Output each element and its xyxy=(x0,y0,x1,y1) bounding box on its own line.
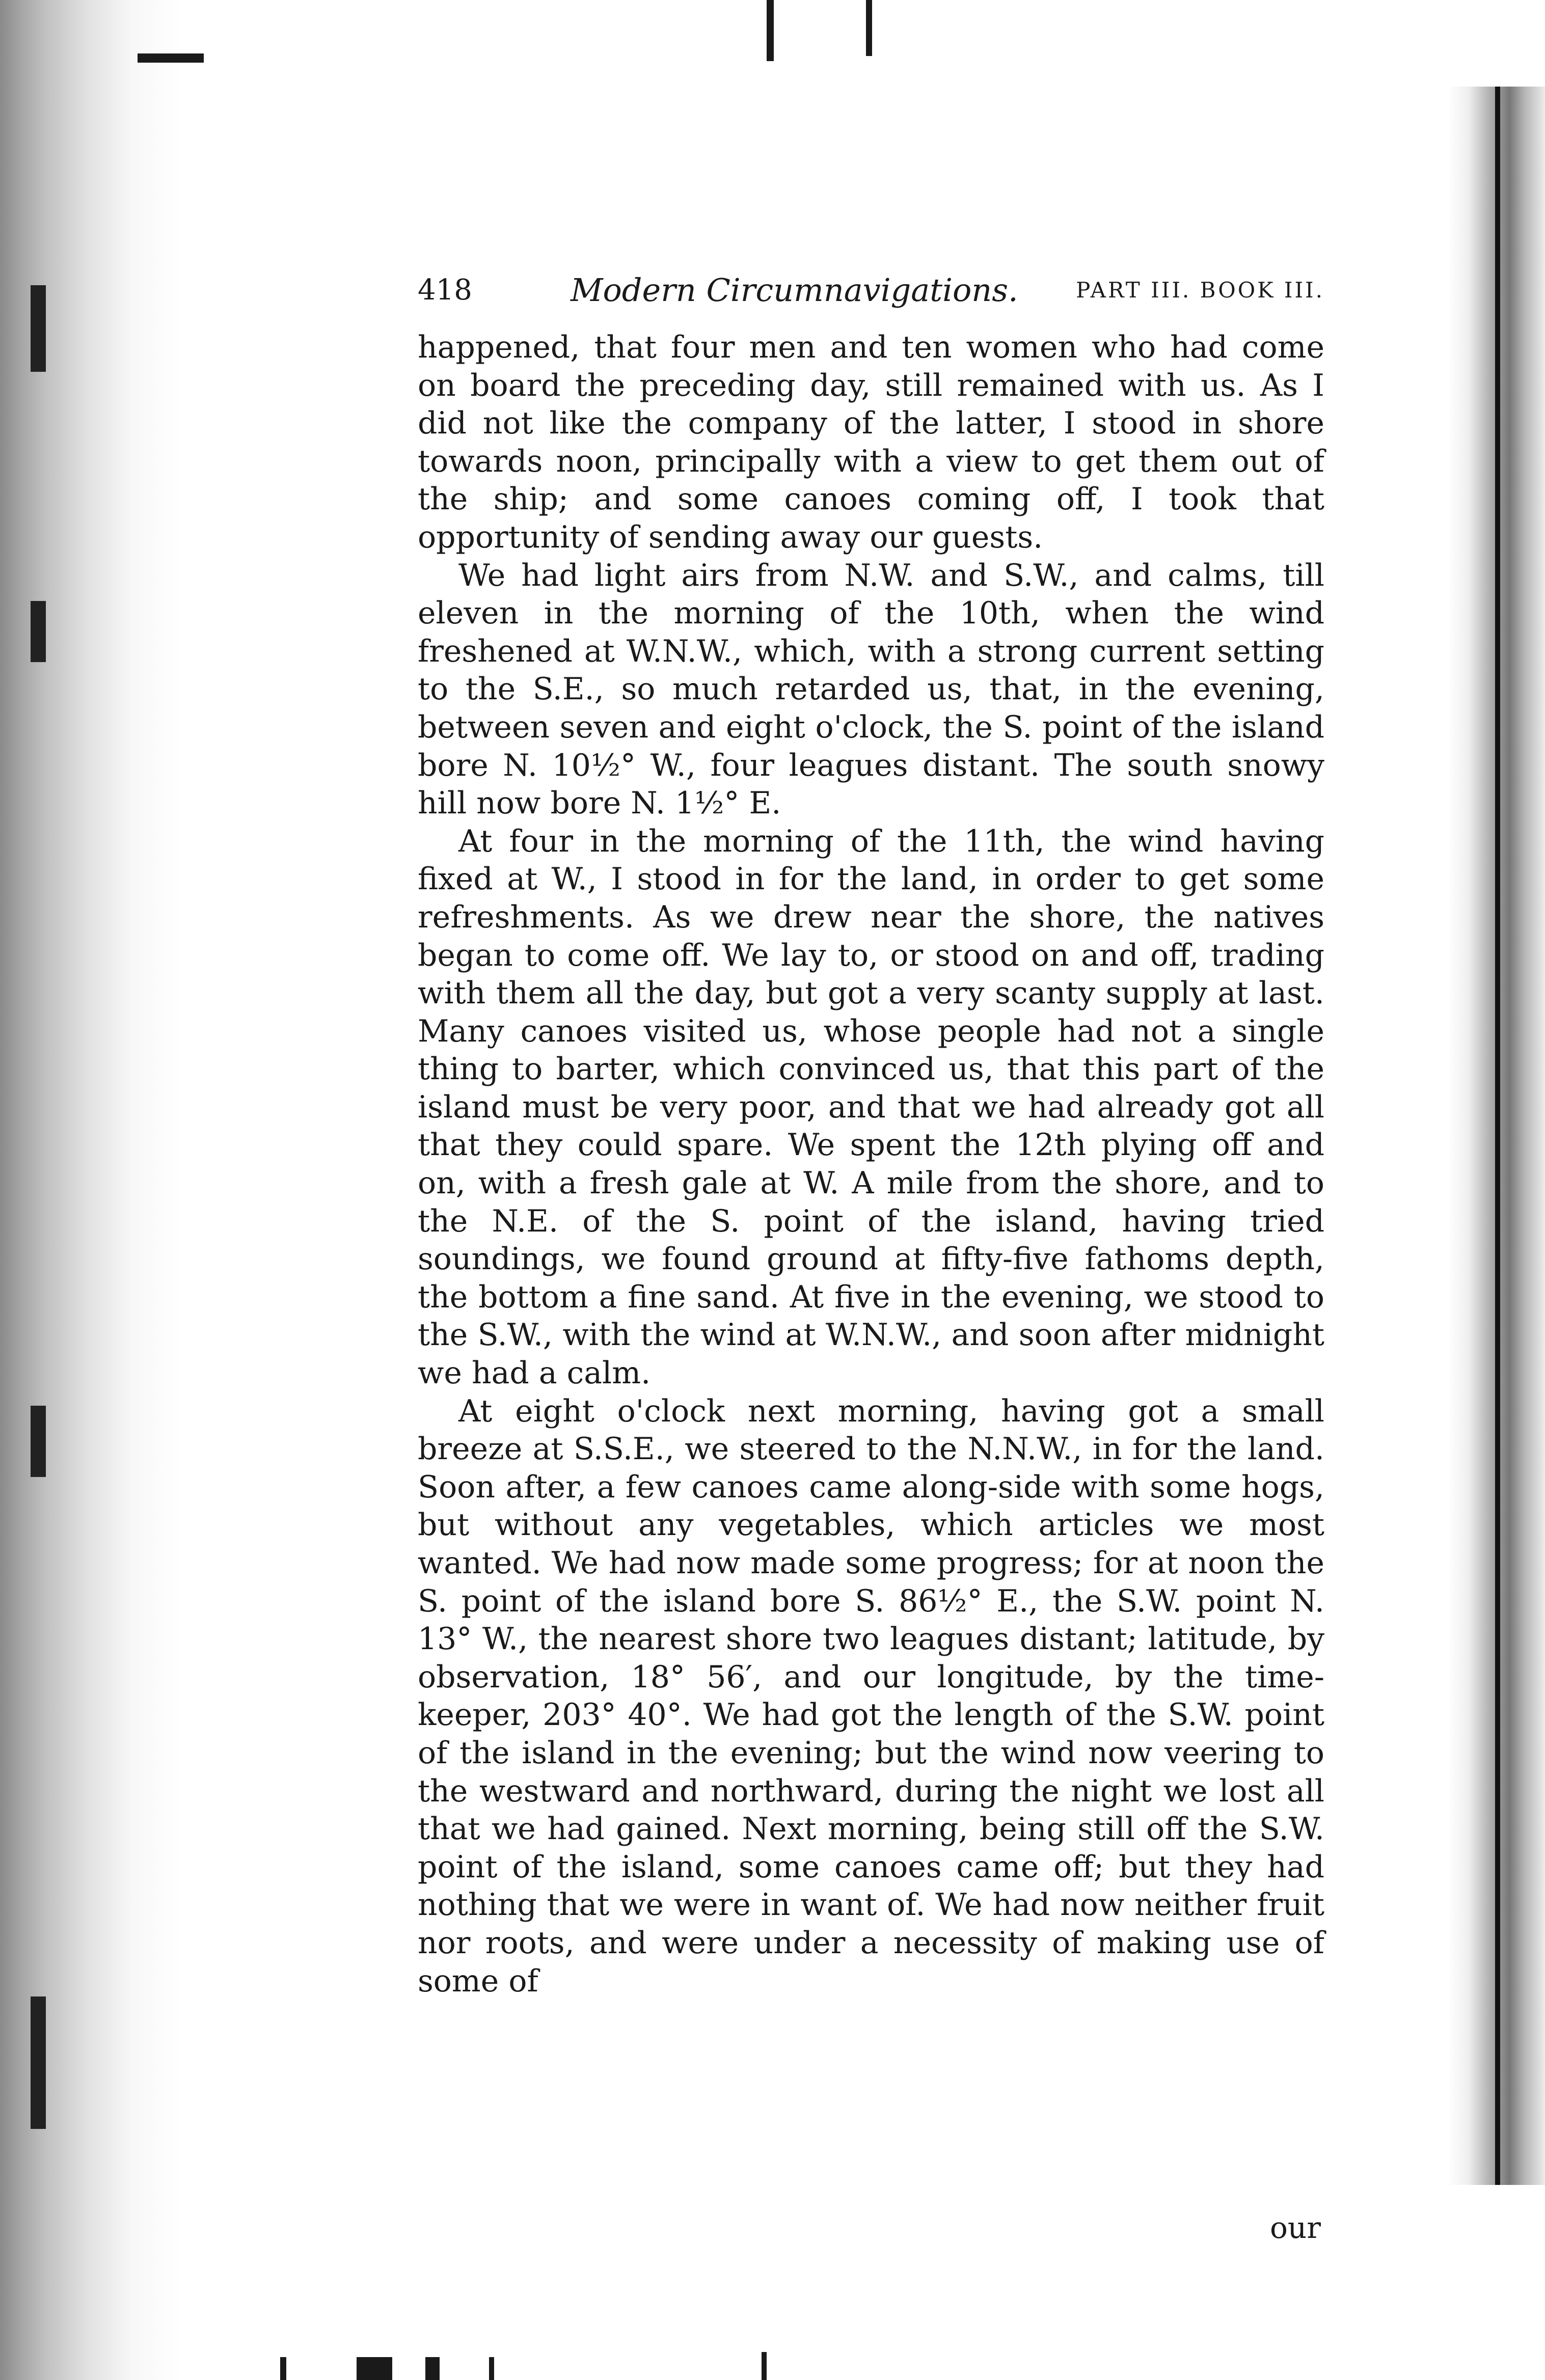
part-book-label: PART III. BOOK III. xyxy=(1076,278,1324,303)
binding-mark xyxy=(31,285,46,372)
scan-mark xyxy=(866,0,872,56)
right-edge-line xyxy=(1495,87,1500,2185)
scan-mark xyxy=(489,2357,494,2380)
scan-mark xyxy=(357,2357,392,2380)
paragraph: We had light airs from N.W. and S.W., and calms, till eleven in the morning of the 10th, when the wind freshened at W.N.W., which, with a strong current setting to the S.E., so much retarded us, that, in the evening, between seven and eight o'clock, the S. point of the island bore N. 10½° W., four leagues distant. The south snowy hill now bore N. 1½° E. xyxy=(418,557,1324,822)
scan-mark xyxy=(762,2352,767,2380)
paragraph: At four in the morning of the 11th, the wind having fixed at W., I stood in for the land, in order to get some refreshments. As we drew near the shore, the natives began to come off. We lay to, or stood on and off, trading with them all the day, but got a very scanty supply at last. Many canoes visited us, whose people had not a single thing to barter, which convinced us, that this part of the island must be very poor, and that we had already got all that they could spare. We spent the 12th plying off and on, with a fresh gale at W. A mile from the shore, and to the N.E. of the S. point of the island, having tried soundings, we found ground at fifty-five fathoms depth, the bottom a fine sand. At five in the evening, we stood to the S.W., with the wind at W.N.W., and soon after midnight we had a calm. xyxy=(418,823,1324,1391)
scan-mark xyxy=(138,53,204,63)
page-binding-shadow xyxy=(0,0,183,2380)
binding-mark xyxy=(31,1406,46,1477)
scan-mark xyxy=(280,2357,286,2380)
scan-mark xyxy=(425,2357,440,2380)
catchword: our xyxy=(1270,2210,1321,2245)
running-header xyxy=(418,267,1324,313)
page-number: 418 xyxy=(418,273,472,307)
paragraph: At eight o'clock next morning, having got a small breeze at S.S.E., we steered to the N.N.W., in for the land. Soon after, a few canoes came along-side with some hogs, but without any vegetables, which articles we most wanted. We had now made some progress; for at noon the S. point of the island bore S. 86½° E., the S.W. point N. 13° W., the nearest shore two leagues distant; latitude, by observation, 18° 56′, and our longitude, by the time-keeper, 203° 40°. We had got the length of the S.W. point of the island in the evening; but the wind now veering to the westward and northward, during the night we lost all that we had gained. Next morning, being still off the S.W. point of the island, some canoes came off; but they had nothing that we were in want of. We had now neither fruit nor roots, and were under a necessity of making use of some of xyxy=(418,1393,1324,1999)
paragraph: happened, that four men and ten women who had come on board the preceding day, still remained with us. As I did not like the company of the latter, I stood in shore towards noon, principally with a view to get them out of the ship; and some canoes coming off, I took that opportunity of sending away our guests. xyxy=(418,330,1324,555)
page-body xyxy=(418,329,1324,2000)
scan-mark xyxy=(767,0,774,61)
binding-mark xyxy=(31,1996,46,2129)
binding-mark xyxy=(31,601,46,662)
running-title: Modern Circumnavigations. xyxy=(571,271,1018,309)
